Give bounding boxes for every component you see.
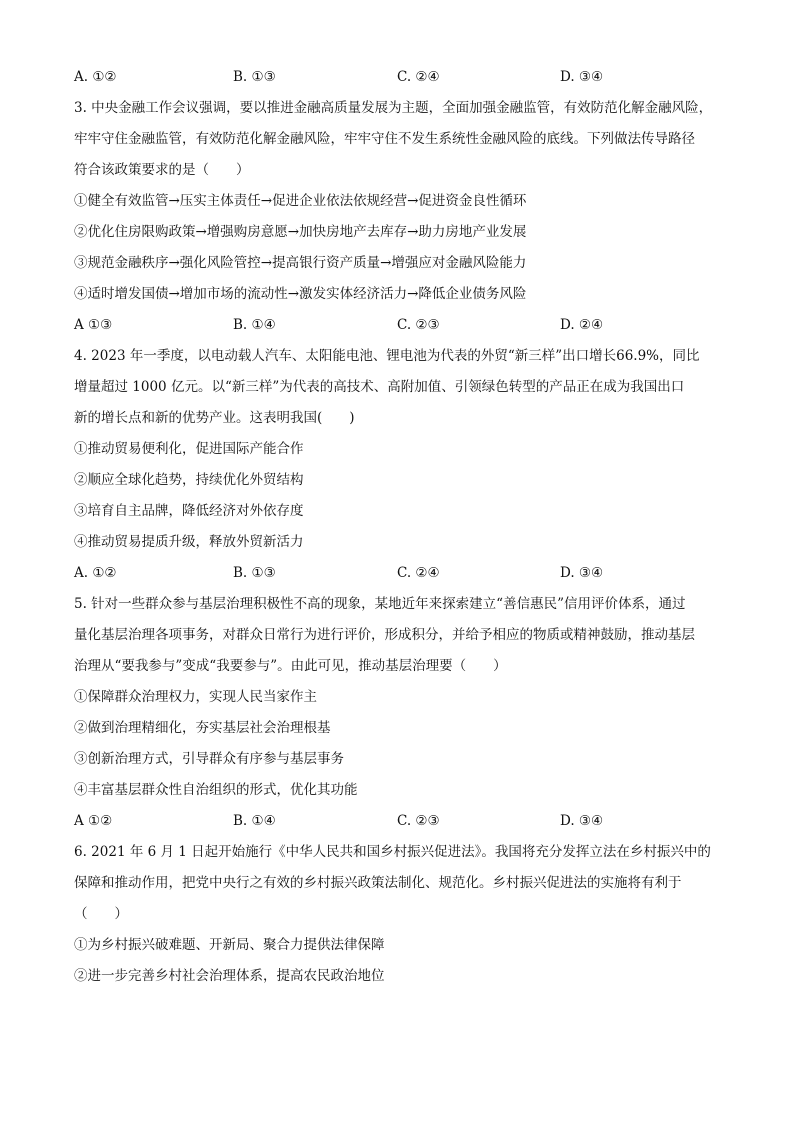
option-d[interactable]: D. ③④ xyxy=(560,565,604,581)
question-4 xyxy=(74,341,724,589)
option-d[interactable]: D. ②④ xyxy=(560,317,604,333)
option-b[interactable]: B. ①③ xyxy=(233,565,276,581)
question-5-stem-line-3: 治理从“要我参与”变成“我要参与”。由此可见，推动基层治理要（ ） xyxy=(74,658,507,674)
question-5-item-3: ③创新治理方式，引导群众有序参与基层事务 xyxy=(74,751,344,767)
question-4-item-1: ①推动贸易便利化，促进国际产能合作 xyxy=(74,441,304,457)
option-a[interactable]: A ①② xyxy=(74,813,113,829)
option-d[interactable]: D. ③④ xyxy=(560,813,604,829)
question-6-item-2: ②进一步完善乡村社会治理体系，提高农民政治地位 xyxy=(74,968,385,984)
options-row-previous-question xyxy=(74,62,724,93)
question-5-item-2: ②做到治理精细化，夯实基层社会治理根基 xyxy=(74,720,331,736)
question-3 xyxy=(74,93,724,341)
question-5 xyxy=(74,589,724,837)
question-3-item-1: ①健全有效监管→压实主体责任→促进企业依法依规经营→促进资金良性循环 xyxy=(74,193,527,209)
question-3-item-4: ④适时增发国债→增加市场的流动性→激发实体经济活力→降低企业债务风险 xyxy=(74,286,527,302)
option-b[interactable]: B. ①④ xyxy=(233,317,276,333)
option-a[interactable]: A ①③ xyxy=(74,317,113,333)
question-3-stem-line-1: 3. 中央金融工作会议强调，要以推进金融高质量发展为主题，全面加强金融监管，有效防范化解金融风险， xyxy=(74,100,713,116)
question-5-options xyxy=(74,806,724,837)
exam-page xyxy=(74,62,724,992)
question-4-item-2: ②顺应全球化趋势，持续优化外贸结构 xyxy=(74,472,304,488)
question-4-item-4: ④推动贸易提质升级，释放外贸新活力 xyxy=(74,534,304,550)
question-6-stem-line-3: （ ） xyxy=(74,906,128,922)
question-3-item-3: ③规范金融秩序→强化风险管控→提高银行资产质量→增强应对金融风险能力 xyxy=(74,255,527,271)
option-c[interactable]: C. ②③ xyxy=(397,317,440,333)
question-3-item-2: ②优化住房限购政策→增强购房意愿→加快房地产去库存→助力房地产业发展 xyxy=(74,224,527,240)
question-3-options xyxy=(74,310,724,341)
option-c[interactable]: C. ②③ xyxy=(397,813,440,829)
question-5-stem-line-1: 5. 针对一些群众参与基层治理积极性不高的现象，某地近年来探索建立“善信惠民”信用评价体系，通过 xyxy=(74,596,686,612)
question-4-stem-line-3: 新的增长点和新的优势产业。这表明我国( ) xyxy=(74,410,355,426)
option-c[interactable]: C. ②④ xyxy=(397,565,440,581)
question-3-stem-line-3: 符合该政策要求的是（ ） xyxy=(74,162,250,178)
option-d[interactable]: D. ③④ xyxy=(560,69,604,85)
question-6-item-1: ①为乡村振兴破难题、开新局、聚合力提供法律保障 xyxy=(74,937,385,953)
question-6-stem-line-1: 6. 2021 年 6 月 1 日起开始施行《中华人民共和国乡村振兴促进法》。我国将充分发挥立法在乡村振兴中的 xyxy=(74,844,711,860)
question-4-options xyxy=(74,558,724,589)
question-6 xyxy=(74,837,724,992)
option-a[interactable]: A. ①② xyxy=(74,69,117,85)
question-5-item-4: ④丰富基层群众性自治组织的形式，优化其功能 xyxy=(74,782,358,798)
question-6-stem-line-2: 保障和推动作用，把党中央行之有效的乡村振兴政策法制化、规范化。乡村振兴促进法的实施将有利于 xyxy=(74,875,682,891)
option-a[interactable]: A. ①② xyxy=(74,565,117,581)
question-5-item-1: ①保障群众治理权力，实现人民当家作主 xyxy=(74,689,317,705)
question-5-stem-line-2: 量化基层治理各项事务，对群众日常行为进行评价，形成积分，并给予相应的物质或精神鼓励，推动基层 xyxy=(74,627,695,643)
question-4-item-3: ③培育自主品牌，降低经济对外依存度 xyxy=(74,503,304,519)
question-4-stem-line-1: 4. 2023 年一季度，以电动载人汽车、太阳能电池、锂电池为代表的外贸“新三样”出口增长66.9%，同比 xyxy=(74,348,700,364)
option-c[interactable]: C. ②④ xyxy=(397,69,440,85)
option-b[interactable]: B. ①③ xyxy=(233,69,276,85)
question-3-stem-line-2: 牢牢守住金融监管，有效防范化解金融风险，牢牢守住不发生系统性金融风险的底线。下列做法传导路径 xyxy=(74,131,695,147)
option-b[interactable]: B. ①④ xyxy=(233,813,276,829)
question-4-stem-line-2: 增量超过 1000 亿元。以“新三样”为代表的高技术、高附加值、引领绿色转型的产品正在成为我国出口 xyxy=(74,379,685,395)
